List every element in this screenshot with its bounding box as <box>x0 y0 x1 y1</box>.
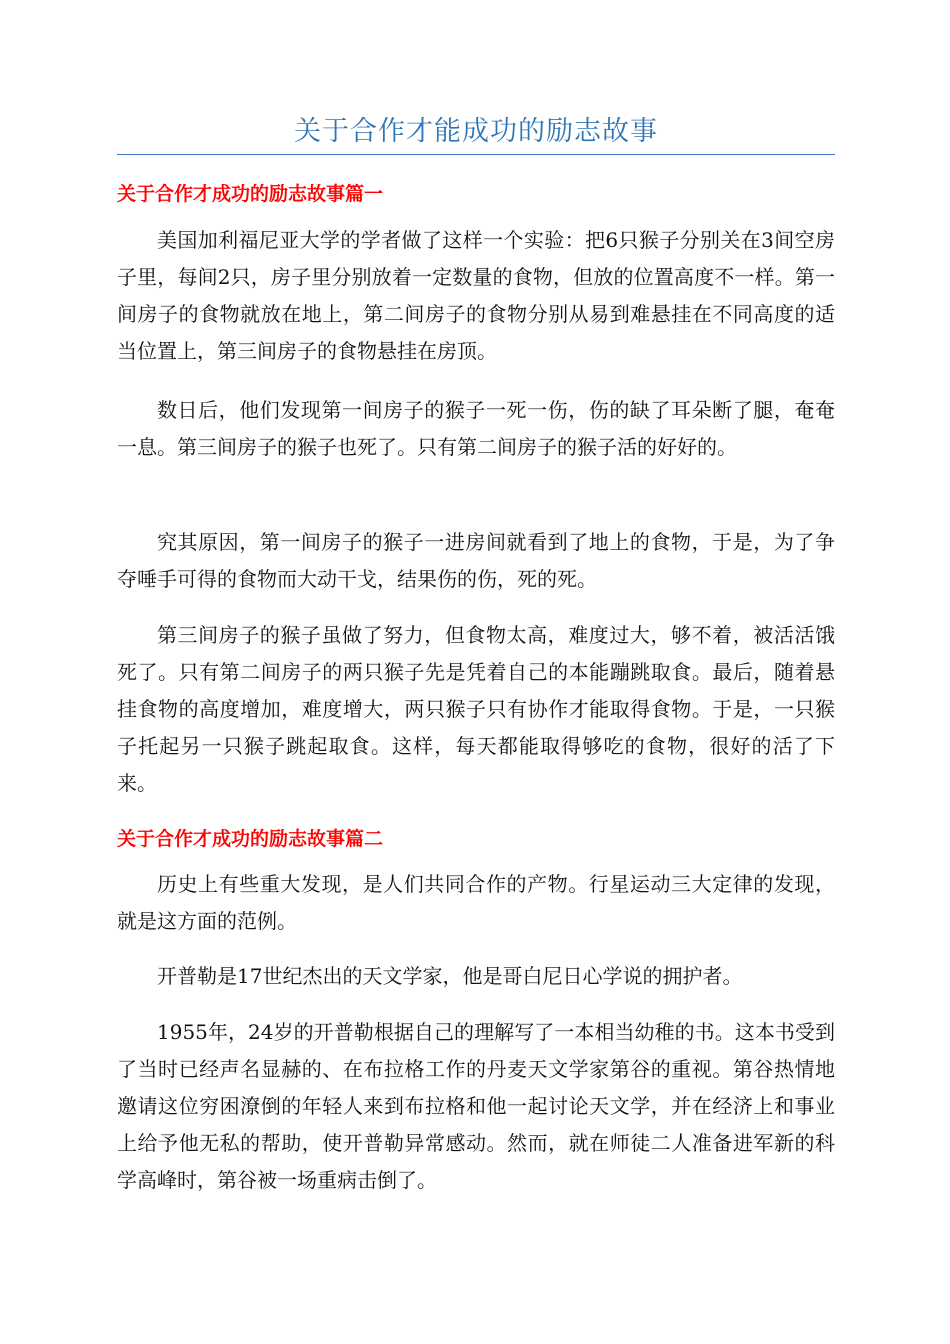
section-2-paragraph-2: 开普勒是17世纪杰出的天文学家，他是哥白尼日心学说的拥护者。 <box>157 964 743 988</box>
section-1-heading: 关于合作才成功的励志故事篇一 <box>117 183 384 205</box>
section-1-paragraph-4: 第三间房子的猴子虽做了努力，但食物太高，难度过大，够不着，被活活饿死了。只有第二间房子的两只猴子先是凭着自己的本能蹦跳取食。最后，随着悬挂食物的高度增加，难度增大，两只猴子只有协作才能取得食物。于是，一只猴子托起另一只猴子跳起取食。这样，每天都能取得够吃的食物，很好的活了下来。 <box>117 623 835 795</box>
section-1-paragraph-3: 究其原因，第一间房子的猴子一进房间就看到了地上的食物，于是，为了争夺唾手可得的食物而大动干戈，结果伤的伤，死的死。 <box>117 530 835 591</box>
section-2-paragraph-3: 1955年，24岁的开普勒根据自己的理解写了一本相当幼稚的书。这本书受到了当时已经声名显赫的、在布拉格工作的丹麦天文学家第谷的重视。第谷热情地邀请这位穷困潦倒的年轻人来到布拉格和他一起讨论天文学，并在经济上和事业上给予他无私的帮助，使开普勒异常感动。然而，就在师徒二人准备进军新的科学高峰时，第谷被一场重病击倒了。 <box>117 1020 835 1192</box>
title-underline-rule <box>117 154 835 155</box>
document-title: 关于合作才能成功的励志故事 <box>294 116 658 147</box>
section-2-paragraph-1: 历史上有些重大发现，是人们共同合作的产物。行星运动三大定律的发现，就是这方面的范例。 <box>117 872 835 933</box>
section-1-paragraph-1: 美国加利福尼亚大学的学者做了这样一个实验：把6只猴子分别关在3间空房子里，每间2只，房子里分别放着一定数量的食物，但放的位置高度不一样。第一间房子的食物就放在地上，第二间房子的食物分别从易到难悬挂在不同高度的适当位置上，第三间房子的食物悬挂在房顶。 <box>117 228 835 363</box>
section-1-paragraph-2: 数日后，他们发现第一间房子的猴子一死一伤，伤的缺了耳朵断了腿，奄奄一息。第三间房子的猴子也死了。只有第二间房子的猴子活的好好的。 <box>117 398 835 459</box>
section-2-heading: 关于合作才成功的励志故事篇二 <box>117 828 384 850</box>
